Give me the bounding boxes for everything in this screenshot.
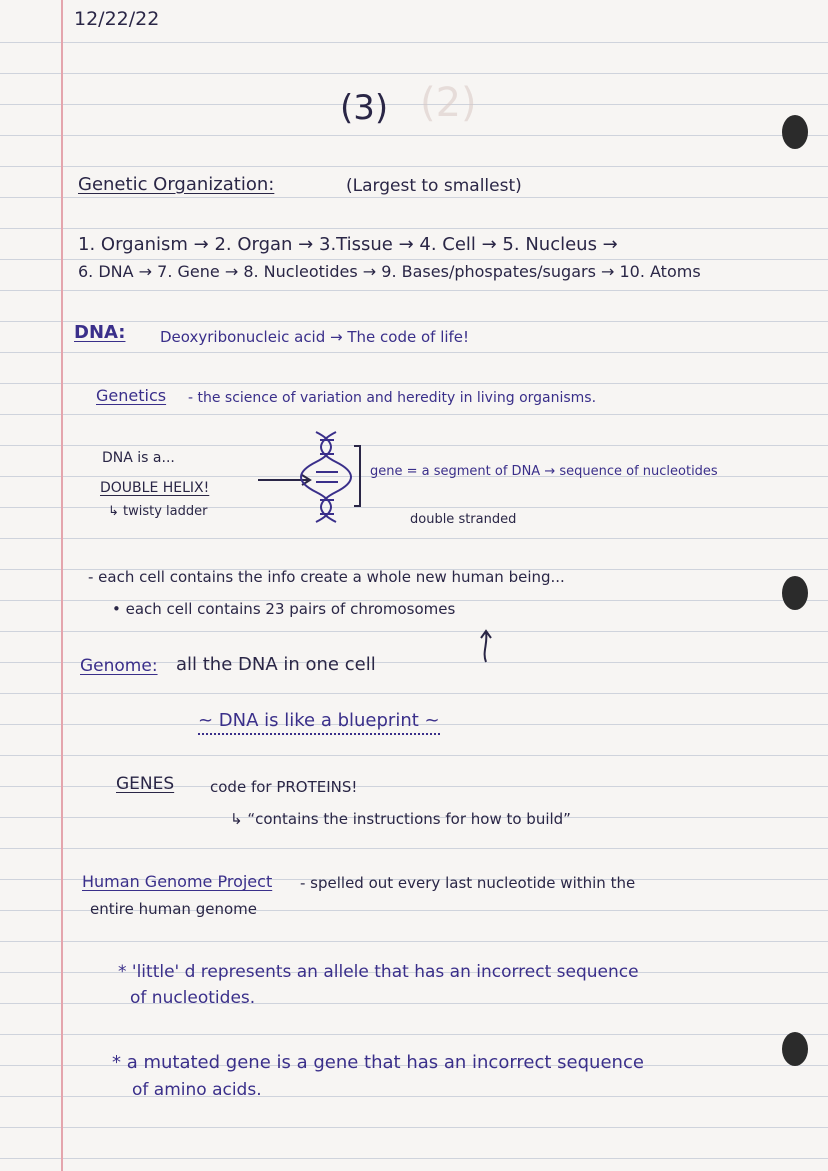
gene-definition: gene = a segment of DNA → sequence of nucleotides — [370, 464, 718, 479]
cell-bullet-2: • each cell contains 23 pairs of chromosomes — [112, 600, 456, 618]
genetic-organization-title: Genetic Organization: — [78, 174, 275, 195]
margin-line — [61, 0, 63, 1171]
helix-line-3: ↳ twisty ladder — [108, 504, 208, 519]
genetics-label: Genetics — [96, 386, 167, 405]
organization-line-2: 6. DNA → 7. Gene → 8. Nucleotides → 9. Bases/phospates/sugars → 10. Atoms — [78, 262, 701, 281]
binder-hole — [782, 576, 808, 610]
bleed-through: (2) — [420, 80, 579, 126]
genes-label: GENES — [116, 774, 175, 794]
organization-line-1: 1. Organism → 2. Organ → 3.Tissue → 4. Cell → 5. Nucleus → — [78, 234, 618, 255]
genetics-definition: - the science of variation and heredity in living organisms. — [188, 390, 597, 406]
helix-line-2: DOUBLE HELIX! — [100, 480, 210, 496]
genes-sub: ↳ “contains the instructions for how to build” — [230, 810, 571, 828]
note-2-line-2: of amino acids. — [132, 1080, 262, 1100]
date: 12/22/22 — [74, 8, 160, 30]
note-1-line-1: * 'little' d represents an allele that has an incorrect sequence — [118, 962, 639, 982]
genetic-organization-subtitle: (Largest to smallest) — [346, 176, 522, 196]
up-arrow-icon — [476, 628, 496, 664]
double-stranded: double stranded — [410, 512, 517, 527]
cell-bullet-1: - each cell contains the info create a whole new human being... — [88, 568, 565, 586]
helix-line-1: DNA is a... — [102, 450, 175, 466]
binder-hole — [782, 1032, 808, 1066]
dna-label: DNA: — [74, 322, 126, 343]
blueprint-note: ~ DNA is like a blueprint ~ — [198, 710, 440, 735]
note-1-line-2: of nucleotides. — [130, 988, 256, 1008]
double-helix-icon — [301, 432, 351, 522]
dna-definition: Deoxyribonucleic acid → The code of life! — [160, 328, 470, 346]
hgp-line-1: - spelled out every last nucleotide within the — [300, 874, 636, 892]
page-number: (3) — [340, 88, 389, 128]
binder-hole — [782, 115, 808, 149]
genome-label: Genome: — [80, 656, 158, 676]
hgp-line-2: entire human genome — [90, 900, 257, 918]
genes-text: code for PROTEINS! — [210, 778, 358, 796]
bracket-icon — [354, 446, 360, 506]
genome-definition: all the DNA in one cell — [176, 654, 376, 675]
note-2-line-1: * a mutated gene is a gene that has an incorrect sequence — [112, 1052, 644, 1073]
dna-helix-drawing — [250, 420, 370, 530]
hgp-label: Human Genome Project — [82, 872, 273, 891]
